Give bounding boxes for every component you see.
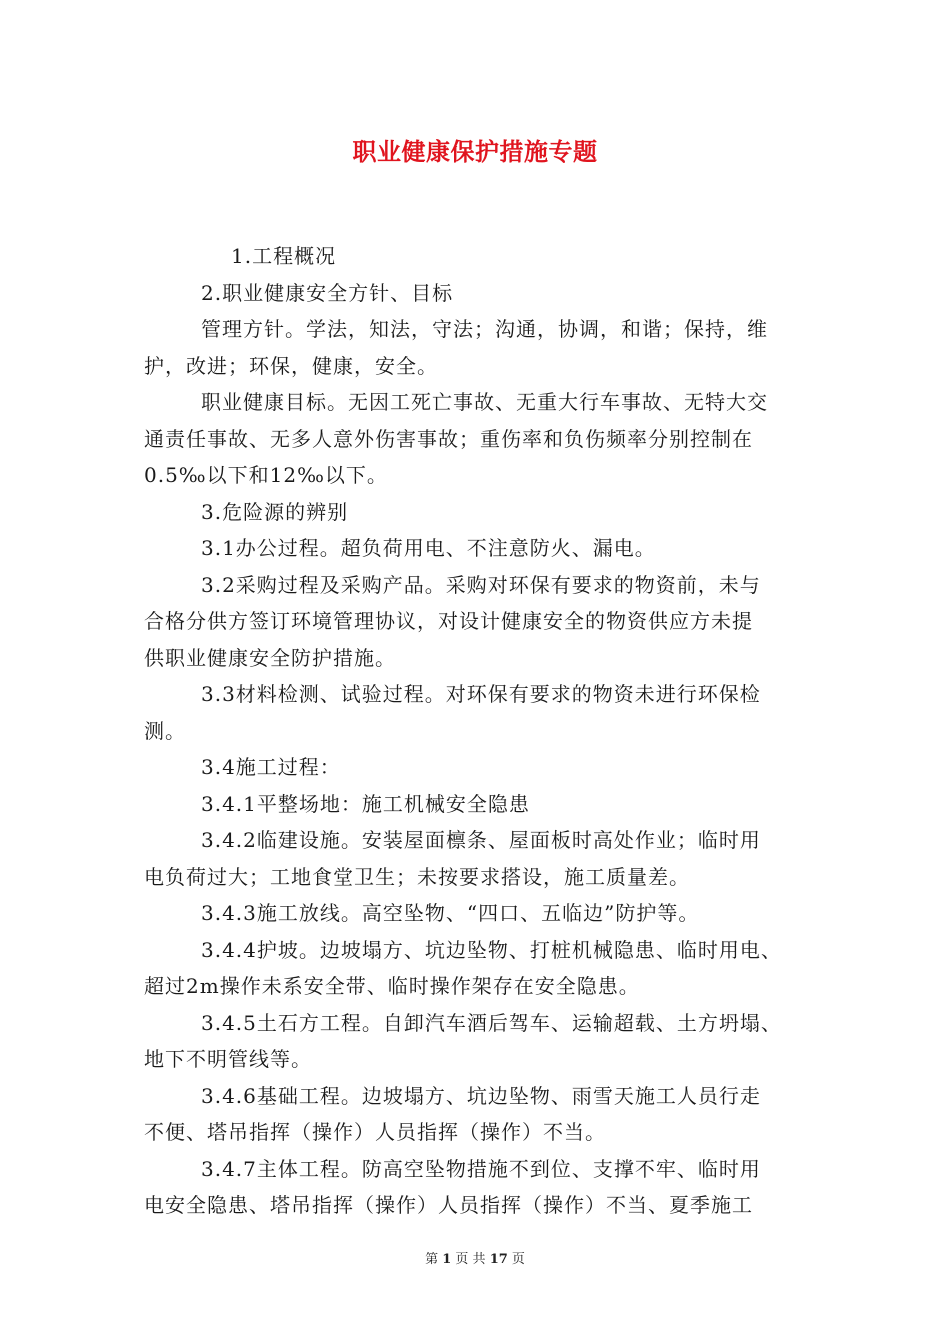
- paragraph-line: 3.2采购过程及采购产品。采购对环保有要求的物资前，未与: [201, 572, 761, 597]
- paragraph-line: 3.3材料检测、试验过程。对环保有要求的物资未进行环保检: [201, 682, 761, 706]
- footer-middle: 页 共: [455, 1252, 486, 1267]
- paragraph-line: 3.4.1平整场地：施工机械安全隐患: [201, 791, 530, 816]
- paragraph-line: 3.4.7主体工程。防高空坠物措施不到位、支撑不牢、临时用: [201, 1156, 761, 1181]
- paragraph-line: 3.1办公过程。超负荷用电、不注意防火、漏电。: [201, 536, 656, 560]
- section-heading: 3.4施工过程：: [201, 755, 341, 779]
- paragraph-line: 供职业健康安全防护措施。: [144, 645, 396, 670]
- paragraph-line: 3.4.6基础工程。边坡塌方、坑边坠物、雨雪天施工人员行走: [201, 1083, 761, 1108]
- paragraph-line: 管理方针。学法，知法，守法；沟通，协调，和谐；保持，维: [201, 317, 768, 341]
- section-heading: 2.职业健康安全方针、目标: [201, 280, 454, 305]
- page-number: 1: [442, 1252, 452, 1267]
- paragraph-line: 通责任事故、无多人意外伤害事故；重伤率和负伤频率分别控制在: [144, 426, 753, 451]
- paragraph-line: 电安全隐患、塔吊指挥（操作）人员指挥（操作）不当、夏季施工: [144, 1193, 753, 1217]
- paragraph-line: 3.4.3施工放线。高空坠物、“四口、五临边”防护等。: [201, 901, 700, 925]
- footer-prefix: 第: [425, 1252, 439, 1267]
- page-title: 职业健康保护措施专题: [352, 137, 598, 166]
- paragraph-line: 合格分供方签订环境管理协议，对设计健康安全的物资供应方未提: [144, 609, 753, 633]
- paragraph-line: 3.4.4护坡。边坡塌方、坑边坠物、打桩机械隐患、临时用电、: [201, 937, 782, 962]
- section-heading: 1.工程概况: [231, 244, 337, 268]
- paragraph-line: 3.4.2临建设施。安装屋面檩条、屋面板时高处作业；临时用: [201, 828, 761, 852]
- paragraph-line: 职业健康目标。无因工死亡事故、无重大行车事故、无特大交: [201, 390, 768, 414]
- footer-suffix: 页: [511, 1252, 525, 1267]
- paragraph-line: 测。: [144, 718, 186, 743]
- document-body: [144, 238, 816, 1224]
- page-footer: [0, 1248, 950, 1267]
- paragraph-line: 0.5‰以下和12‰以下。: [144, 463, 388, 487]
- paragraph-line: 电负荷过大；工地食堂卫生；未按要求搭设，施工质量差。: [144, 864, 690, 889]
- paragraph-line: 不便、塔吊指挥（操作）人员指挥（操作）不当。: [144, 1120, 606, 1144]
- section-heading: 3.危险源的辨别: [201, 499, 349, 524]
- paragraph-line: 超过2m操作未系安全带、临时操作架存在安全隐患。: [144, 974, 640, 998]
- paragraph-line: 3.4.5土石方工程。自卸汽车酒后驾车、运输超载、土方坍塌、: [201, 1010, 782, 1035]
- paragraph-line: 护，改进；环保，健康，安全。: [144, 353, 438, 378]
- total-pages: 17: [489, 1252, 508, 1267]
- paragraph-line: 地下不明管线等。: [144, 1047, 312, 1071]
